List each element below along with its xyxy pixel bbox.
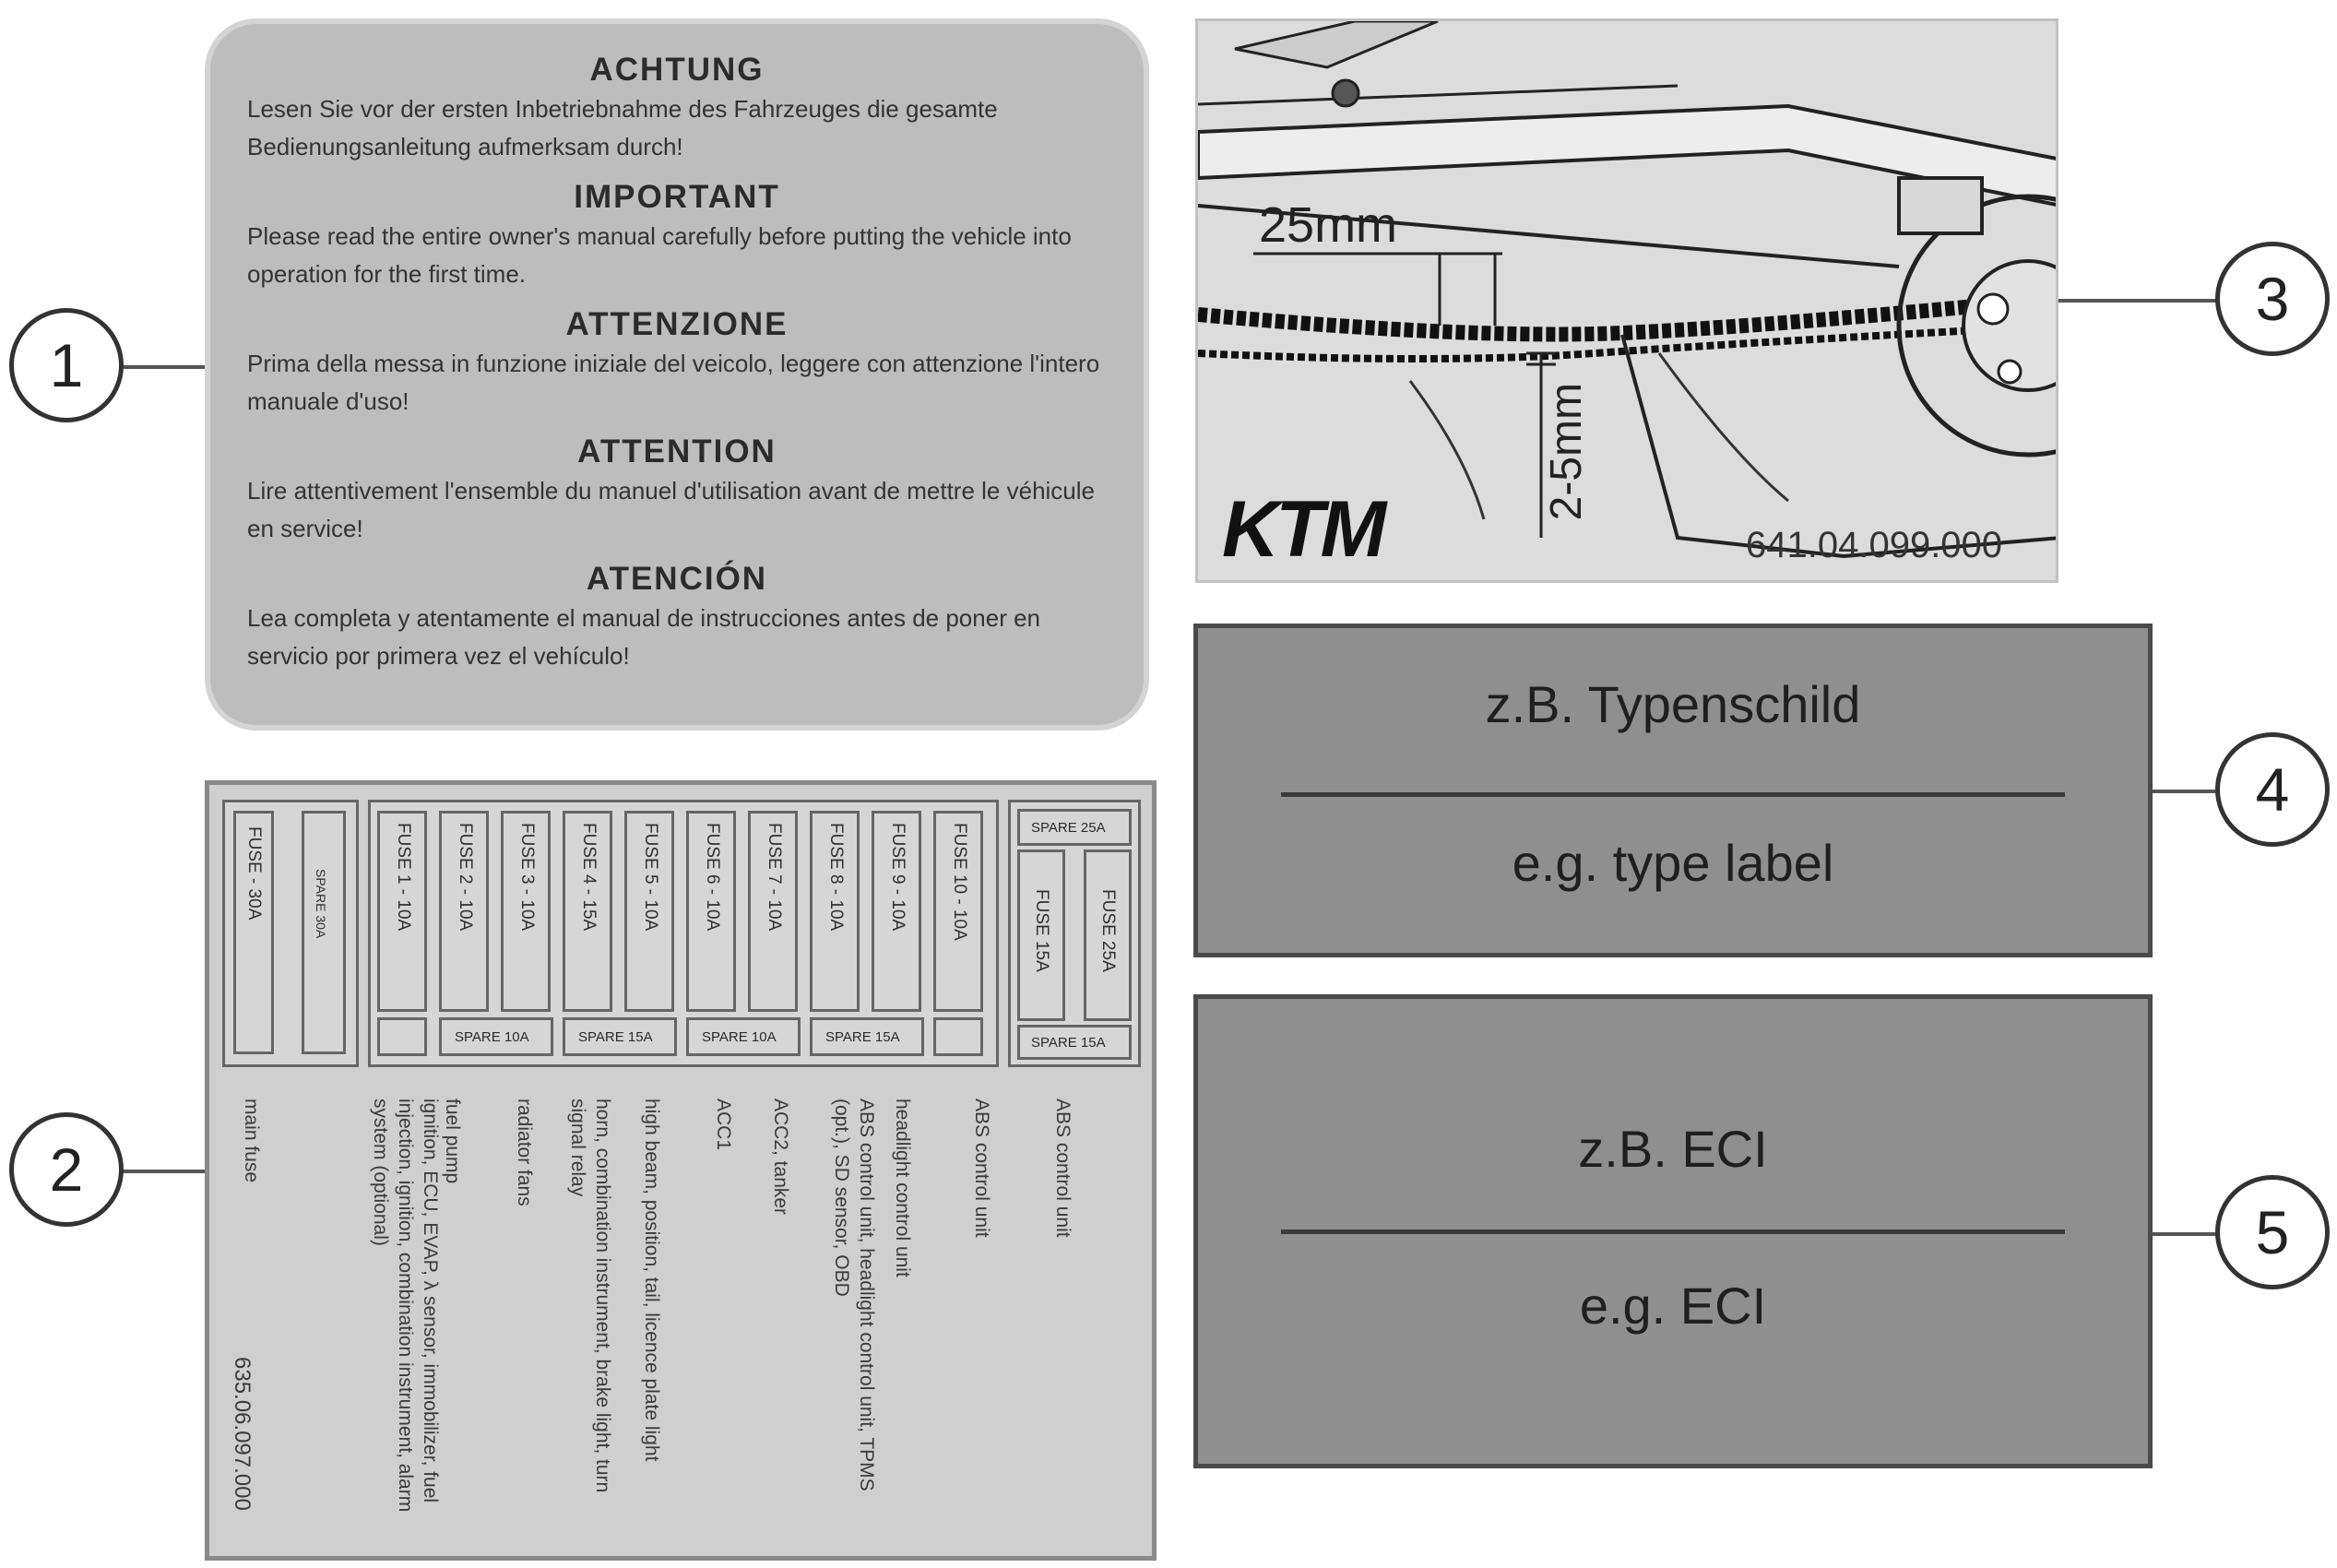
main-spare-label: SPARE 30A bbox=[314, 869, 328, 939]
empty-spare-slot bbox=[933, 1017, 983, 1056]
spare-fuse-slot bbox=[439, 1017, 553, 1056]
spare-fuse-label: SPARE 15A bbox=[825, 1029, 900, 1045]
warning-heading: ATENCIÓN bbox=[586, 561, 768, 597]
fuse-description: ABS control unit bbox=[1052, 1099, 1074, 1238]
fuse-description: headlight control unit bbox=[892, 1099, 913, 1277]
abs-spare-top bbox=[1017, 809, 1132, 846]
fuse-slot bbox=[501, 811, 551, 1012]
callout-5-leader bbox=[2149, 1232, 2217, 1236]
main-fuse-slot bbox=[233, 811, 274, 1054]
fuse-slot bbox=[933, 811, 983, 1012]
fuse-box-diagram bbox=[222, 800, 1141, 1067]
callout-3-leader bbox=[2057, 299, 2217, 303]
type-label-plate bbox=[1193, 624, 2153, 957]
spare-fuse-label: SPARE 10A bbox=[455, 1029, 529, 1045]
abs-fuse-right bbox=[1084, 849, 1132, 1021]
callout-2: 2 bbox=[9, 1112, 124, 1227]
warning-text: Lesen Sie vor der ersten Inbetriebnahme des Fahrzeuges die gesamte Bedienungsanleitung aufmerksam durch! bbox=[247, 95, 998, 160]
fuse-slot bbox=[872, 811, 921, 1012]
callout-4-leader bbox=[2149, 790, 2217, 793]
callout-1: 1 bbox=[9, 308, 124, 422]
warning-text: Prima della messa in funzione iniziale del veicolo, leggere con attenzione l'intero manuale d'uso! bbox=[247, 350, 1100, 415]
callout-3: 3 bbox=[2215, 242, 2330, 356]
warning-section-es bbox=[247, 561, 1107, 675]
warning-heading: IMPORTANT bbox=[574, 179, 780, 215]
eci-label-divider bbox=[1281, 1229, 2065, 1234]
fuse-slot-label: FUSE 4 - 15A bbox=[579, 823, 599, 932]
eci-label-de: z.B. ECI bbox=[1578, 1120, 1768, 1178]
fuse-slot-label: FUSE 9 - 10A bbox=[888, 823, 908, 932]
fuse-description: radiator fans bbox=[514, 1099, 535, 1206]
warning-heading: ATTENTION bbox=[577, 434, 777, 469]
fuse-description: horn, combination instrument, brake light, turn signal relay bbox=[567, 1099, 613, 1493]
chain-tension-label bbox=[1195, 18, 2058, 583]
type-label-en: e.g. type label bbox=[1512, 834, 1834, 892]
spare-fuse-label: SPARE 15A bbox=[578, 1029, 653, 1045]
fuse-slot-label: FUSE 8 - 10A bbox=[826, 823, 846, 932]
fuse-slot-label: FUSE 7 - 10A bbox=[765, 823, 784, 932]
fuse-slot-label: FUSE 1 - 10A bbox=[394, 823, 413, 932]
fuse-slot-label: FUSE 3 - 10A bbox=[517, 823, 537, 932]
callout-4: 4 bbox=[2215, 732, 2330, 847]
warning-heading: ACHTUNG bbox=[589, 52, 765, 88]
fuse-slot-label: FUSE 2 - 10A bbox=[456, 823, 475, 932]
fuse-description: ABS control unit bbox=[971, 1099, 992, 1238]
fuse-slot-label: FUSE 5 - 10A bbox=[641, 823, 660, 932]
fuse-slot-label: FUSE 10 - 10A bbox=[950, 823, 969, 941]
abs-fuse-right-label: FUSE 25A bbox=[1098, 889, 1118, 972]
fuse-slot bbox=[748, 811, 798, 1012]
ktm-logo: KTM bbox=[1222, 485, 1383, 574]
spare-fuse-slot bbox=[686, 1017, 801, 1056]
eci-label-en: e.g. ECI bbox=[1579, 1277, 1767, 1335]
abs-fuse-left bbox=[1017, 849, 1065, 1021]
warning-heading: ATTENZIONE bbox=[565, 306, 789, 342]
abs-spare-bottom bbox=[1017, 1025, 1132, 1060]
fuse-slot bbox=[624, 811, 674, 1012]
spare-fuse-label: SPARE 10A bbox=[702, 1029, 777, 1045]
fuse-description: ACC2, tanker bbox=[770, 1099, 791, 1216]
warning-text: Lea completa y atentamente el manual de instrucciones antes de poner en servicio por primera vez el vehículo! bbox=[247, 604, 1040, 670]
warning-label bbox=[205, 18, 1149, 731]
empty-spare-slot bbox=[377, 1017, 427, 1056]
fuse-slot-label: FUSE 6 - 10A bbox=[703, 823, 722, 932]
chain-label-part-number: 641.04.099.000 bbox=[1746, 525, 2003, 565]
type-label-de: z.B. Typenschild bbox=[1485, 675, 1861, 733]
callout-2-leader bbox=[122, 1170, 207, 1173]
spare-fuse-slot bbox=[810, 1017, 924, 1056]
main-spare-slot bbox=[302, 811, 346, 1054]
fuse-slot bbox=[563, 811, 612, 1012]
chain-dim-25mm: 25mm bbox=[1259, 197, 1398, 253]
fuse-label-part-number: 635.06.097.000 bbox=[230, 1357, 255, 1511]
spare-fuse-slot bbox=[563, 1017, 677, 1056]
warning-section-de bbox=[247, 52, 1107, 166]
warning-section-it bbox=[247, 306, 1107, 421]
warning-section-fr bbox=[247, 434, 1107, 548]
main-fuse-label: FUSE - 30A bbox=[244, 826, 264, 921]
callout-1-leader bbox=[122, 365, 207, 369]
fuse-description: ignition, ECU, EVAP, λ sensor, immobilizer, fuel injection, ignition, combination instrument, alarm system (optional) bbox=[370, 1099, 441, 1513]
fuse-description: main fuse bbox=[241, 1099, 262, 1183]
abs-spare-bottom-label: SPARE 15A bbox=[1031, 1035, 1106, 1051]
fuse-slot bbox=[439, 811, 489, 1012]
fuse-slot bbox=[810, 811, 860, 1012]
abs-spare-top-label: SPARE 25A bbox=[1031, 820, 1106, 836]
fuse-description: ABS control unit, headlight control unit, TPMS (opt.), SD sensor, OBD bbox=[831, 1099, 877, 1491]
fuse-description: ACC1 bbox=[713, 1099, 734, 1151]
abs-fuse-left-label: FUSE 15A bbox=[1032, 889, 1051, 972]
chain-dim-2-5mm: 2-5mm bbox=[1542, 383, 1591, 521]
warning-text: Please read the entire owner's manual carefully before putting the vehicle into operation for the first time. bbox=[247, 222, 1072, 288]
fuse-descriptions bbox=[209, 1080, 1152, 1550]
eci-label-plate bbox=[1193, 994, 2153, 1468]
warning-section-en bbox=[247, 179, 1107, 293]
warning-text: Lire attentivement l'ensemble du manuel d'utilisation avant de mettre le véhicule en service! bbox=[247, 477, 1096, 542]
fuse-label bbox=[205, 780, 1157, 1561]
type-label-divider bbox=[1281, 792, 2065, 797]
callout-5: 5 bbox=[2215, 1175, 2330, 1289]
fuse-description: fuel pump bbox=[442, 1099, 463, 1184]
fuse-slot bbox=[377, 811, 427, 1012]
fuse-slot bbox=[686, 811, 736, 1012]
fuse-description: high beam, position, tail, licence plate light bbox=[641, 1099, 662, 1462]
